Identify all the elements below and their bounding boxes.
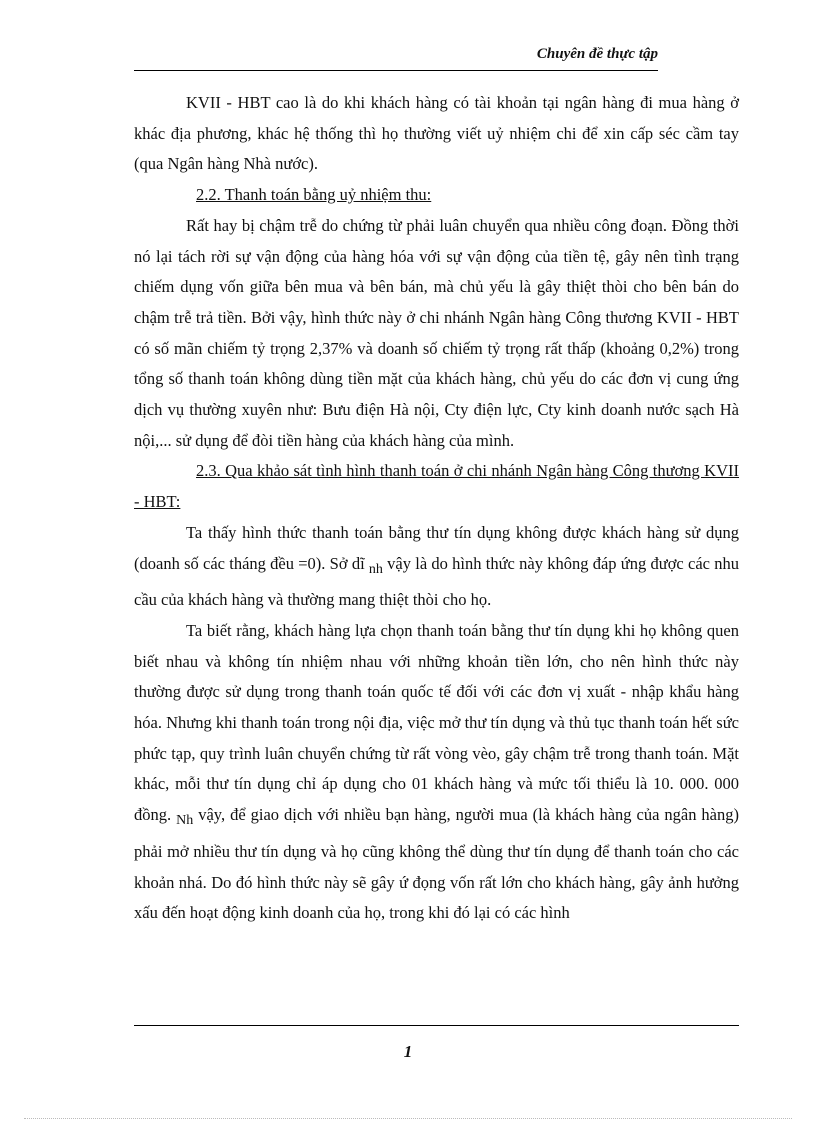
running-header: Chuyên đề thực tập (536, 46, 658, 62)
section-heading-2-2-text: 2.2. Thanh toán bằng uỷ nhiệm thu: (196, 185, 432, 205)
paragraph-4-lowered-text: Nh (176, 813, 194, 829)
section-heading-2-3 (134, 456, 739, 517)
header-rule (134, 70, 658, 71)
page-edge-divider (24, 1118, 792, 1119)
paragraph-1: KVII - HBT cao là do khi khách hàng có tài khoản tại ngân hàng đi mua hàng ở khác địa phương, khác hệ thống thì họ thường viết uỷ nhiệm chi để xin cấp séc cầm tay (qua Ngân hàng Nhà nước). (134, 93, 739, 174)
paragraph-4 (134, 616, 739, 929)
paragraph-3-start: Ta thấy hình thức thanh toán bằng thư tín dụng không được khách hàng sử dụng (doanh số các tháng đều =0). Sở dĩ (134, 522, 739, 573)
paragraph-2: Rất hay bị chậm trễ do chứng từ phải luân chuyển qua nhiều công đoạn. Đồng thời nó lại tách rời sự vận động của hàng hóa với sự vận động của tiền tệ, gây nên tình trạng chiếm dụng vốn giữa bên mua và bên bán, mà chủ yếu là gây thiệt thòi cho bên bán do chậm trễ trả tiền. Bởi vậy, hình thức này ở chi nhánh Ngân hàng Công thương KVII - HBT có số mãn chiếm tỷ trọng 2,37% và doanh số chiếm tỷ trọng rất thấp (khoảng 0,2%) trong tổng số thanh toán không dùng tiền mặt của khách hàng, chủ yếu do các đơn vị cung ứng dịch vụ thường xuyên như: Bưu điện Hà nội, Cty điện lực, Cty kinh doanh nước sạch Hà nội,... sử dụng để đòi tiền hàng của khách hàng của mình. (134, 215, 739, 450)
footer-rule (134, 1025, 739, 1026)
body-text (134, 88, 739, 929)
paragraph-4-start: Ta biết rằng, khách hàng lựa chọn thanh toán bằng thư tín dụng khi họ không quen biết nhau và không tín nhiệm nhau với những khoản tiền lớn, cho nên hình thức này thường được sử dụng trong thanh toán quốc tế đối với các đơn vị xuất - nhập khẩu hàng hóa. Nhưng khi thanh toán trong nội địa, việc mở thư tín dụng và thủ tục thanh toán hết sức phức tạp, quy trình luân chuyển chứng từ rất vòng vèo, gây chậm trễ trong thanh toán. Mặt khác, mỗi thư tín dụng chỉ áp dụng cho 01 khách hàng và mức tối thiểu là 10. 000. 000 đồng. (134, 620, 739, 825)
paragraph-3 (134, 518, 739, 616)
paragraph-3-end: vậy là do hình thức này không đáp ứng được các nhu cầu của khách hàng và thường mang thiệt thòi cho họ. (134, 553, 739, 610)
paragraph-3-lowered-text: nh (368, 561, 383, 577)
paragraph-4-end: vậy, để giao dịch với nhiều bạn hàng, người mua (là khách hàng của ngân hàng) phải mở nhiều thư tín dụng và họ cũng không thể dùng thư tín dụng để thanh toán cho các khoản nhá. Do đó hình thức này sẽ gây ứ đọng vốn rất lớn cho khách hàng, gây ảnh hưởng xấu đến hoạt động kinh doanh của họ, trong khi đó lại có các hình (134, 805, 740, 923)
page-number: 1 (403, 1042, 413, 1061)
section-heading-2-2 (134, 180, 739, 211)
section-heading-2-3-text: 2.3. Qua khảo sát tình hình thanh toán ở chi nhánh Ngân hàng Công thương KVII - HBT: (134, 461, 739, 512)
